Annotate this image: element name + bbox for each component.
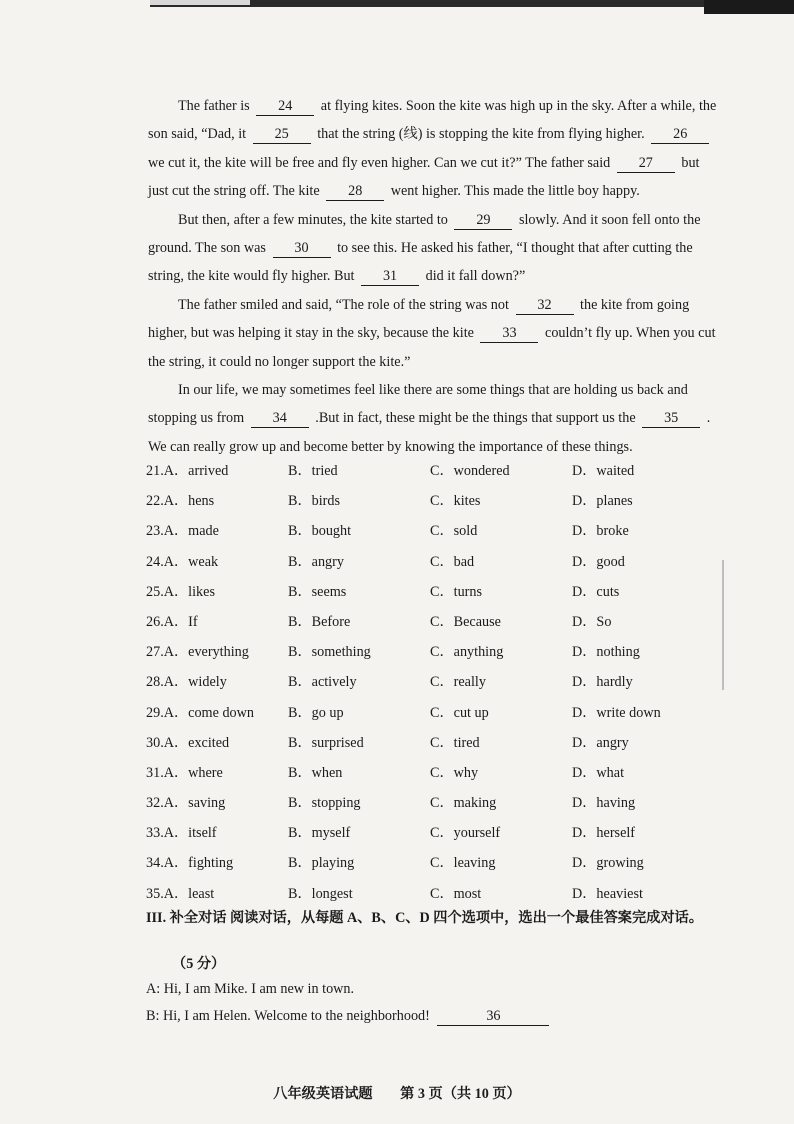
scan-margin-line <box>722 560 724 690</box>
option-d: D．good <box>572 553 625 570</box>
dialog-line-b-text: B: Hi, I am Helen. Welcome to the neighborhood! <box>146 1008 430 1024</box>
option-c: C．sold <box>430 523 478 540</box>
option-b: B．tried <box>288 463 338 479</box>
option-a: 24.A．weak <box>146 553 219 570</box>
option-row-32 <box>146 793 706 823</box>
option-a: 33.A．itself <box>146 825 217 842</box>
option-row-22 <box>146 491 706 521</box>
option-c: C．Because <box>430 613 501 630</box>
option-d: D．having <box>572 795 636 812</box>
blank-28: 28 <box>326 183 384 201</box>
dialog-line-b <box>146 1008 549 1026</box>
option-a: 27.A．everything <box>146 644 249 661</box>
page-number: 第 3 页（共 10 页） <box>400 1086 521 1102</box>
option-row-21 <box>146 461 706 491</box>
option-c: C．leaving <box>430 855 496 872</box>
option-b: B．actively <box>288 674 357 691</box>
option-row-27 <box>146 642 706 672</box>
option-row-31 <box>146 763 706 793</box>
option-b: B．surprised <box>288 734 364 751</box>
option-a: 31.A．where <box>146 764 223 781</box>
section-3-heading: III. 补全对话 阅读对话，从每题 A、B、C、D 四个选项中，选出一个最佳答案完成对话。 <box>146 910 703 926</box>
option-b: B．angry <box>288 553 344 570</box>
option-row-26 <box>146 612 706 642</box>
text: that the string (线) is stopping the kite from flying higher. <box>317 126 645 143</box>
blank-34: 34 <box>251 410 309 428</box>
blank-26: 26 <box>651 126 709 144</box>
page-footer <box>0 1083 794 1103</box>
blank-30: 30 <box>273 240 331 258</box>
blank-31: 31 <box>361 268 419 286</box>
option-a: 35.A．least <box>146 885 215 902</box>
option-b: B．when <box>288 764 343 781</box>
text: slowly. And it soon fell onto the ground. The son was <box>148 211 701 257</box>
text: The father is <box>178 98 250 114</box>
option-d: D．So <box>572 613 612 630</box>
option-a: 23.A．made <box>146 523 219 540</box>
paragraph-3 <box>148 291 718 376</box>
option-row-28 <box>146 672 706 702</box>
option-row-33 <box>146 823 706 853</box>
option-row-30 <box>146 733 706 763</box>
option-row-23 <box>146 521 706 551</box>
dialog-line-a: A: Hi, I am Mike. I am new in town. <box>146 981 355 997</box>
option-d: D．heaviest <box>572 885 643 902</box>
scan-top-highlight <box>150 0 250 5</box>
option-b: B．myself <box>288 825 351 842</box>
option-b: B．bought <box>288 523 352 540</box>
option-c: C．anything <box>430 644 504 661</box>
blank-36: 36 <box>437 1008 549 1026</box>
text: the kite from going higher, but was helping it stay in the sky, because the kite <box>148 296 690 342</box>
blank-29: 29 <box>454 212 512 230</box>
option-row-34 <box>146 853 706 883</box>
scan-corner-shadow <box>704 0 794 14</box>
option-b: B．go up <box>288 704 344 721</box>
option-d: D．broke <box>572 523 629 540</box>
option-a: 32.A．saving <box>146 795 226 812</box>
option-row-29 <box>146 703 706 733</box>
option-d: D．what <box>572 764 625 781</box>
option-a: 21.A．arrived <box>146 463 229 479</box>
option-b: B．longest <box>288 885 353 902</box>
text: to see this. He asked his father, “I thought that after cutting the string, the kite would fly higher. But <box>148 240 693 285</box>
blank-25: 25 <box>253 126 311 144</box>
blank-35: 35 <box>642 410 700 428</box>
paragraph-1 <box>148 92 718 206</box>
text: couldn’t fly up. When you cut the string, it could no longer support the kite.” <box>148 325 716 370</box>
option-d: D．planes <box>572 493 633 510</box>
answer-options <box>146 461 706 914</box>
option-d: D．growing <box>572 855 644 872</box>
exam-title: 八年级英语试题 <box>273 1086 373 1102</box>
option-d: D．angry <box>572 734 629 751</box>
option-b: B．seems <box>288 583 347 600</box>
text: at flying kites. Soon the kite was high up in the sky. After a while, the son said, “Dad, it <box>148 98 717 143</box>
option-c: C．most <box>430 885 482 902</box>
blank-27: 27 <box>617 155 675 173</box>
text: The father smiled and said, “The role of the string was not <box>178 296 509 313</box>
option-b: B．something <box>288 644 371 661</box>
option-a: 26.A．If <box>146 613 198 630</box>
option-a: 34.A．fighting <box>146 855 234 872</box>
blank-33: 33 <box>480 325 538 343</box>
option-c: C．kites <box>430 493 481 510</box>
option-c: C．yourself <box>430 825 501 842</box>
option-c: C．really <box>430 674 486 691</box>
option-a: 22.A．hens <box>146 493 215 510</box>
text: did it fall down?” <box>425 268 526 285</box>
option-c: C．making <box>430 795 497 812</box>
cloze-passage <box>148 92 718 461</box>
paragraph-4 <box>148 376 718 461</box>
option-c: C．tired <box>430 734 480 751</box>
option-d: D．write down <box>572 704 661 721</box>
text: went higher. This made the little boy happy. <box>390 183 640 200</box>
text: .But in fact, these might be the things that support us the <box>315 410 636 427</box>
text: In our life, we may sometimes feel like there are some things that are holding us back and stopping us from <box>148 382 688 427</box>
option-d: D．nothing <box>572 644 640 661</box>
option-d: D．herself <box>572 825 636 842</box>
blank-32: 32 <box>516 297 574 315</box>
text: . We can really grow up and become better by knowing the importance of these things. <box>148 410 711 455</box>
option-b: B．Before <box>288 613 351 630</box>
option-b: B．birds <box>288 493 341 510</box>
option-a: 30.A．excited <box>146 734 230 751</box>
option-row-24 <box>146 552 706 582</box>
option-c: C．bad <box>430 553 475 570</box>
option-c: C．turns <box>430 583 483 600</box>
option-d: D．hardly <box>572 674 633 691</box>
blank-24: 24 <box>256 98 314 116</box>
option-a: 25.A．likes <box>146 583 215 600</box>
option-b: B．stopping <box>288 795 361 812</box>
option-row-25 <box>146 582 706 612</box>
text: but just cut the string off. The kite <box>148 154 700 200</box>
option-c: C．wondered <box>430 463 510 479</box>
option-a: 28.A．widely <box>146 674 227 691</box>
option-d: D．waited <box>572 463 635 479</box>
section-3-score: （5 分） <box>172 956 226 972</box>
option-c: C．cut up <box>430 704 489 721</box>
option-c: C．why <box>430 764 479 781</box>
text: But then, after a few minutes, the kite started to <box>178 211 448 228</box>
option-a: 29.A．come down <box>146 704 254 721</box>
paragraph-2 <box>148 206 718 291</box>
text: we cut it, the kite will be free and fly even higher. Can we cut it?” The father said <box>148 154 611 171</box>
option-d: D．cuts <box>572 583 620 600</box>
option-b: B．playing <box>288 855 355 872</box>
